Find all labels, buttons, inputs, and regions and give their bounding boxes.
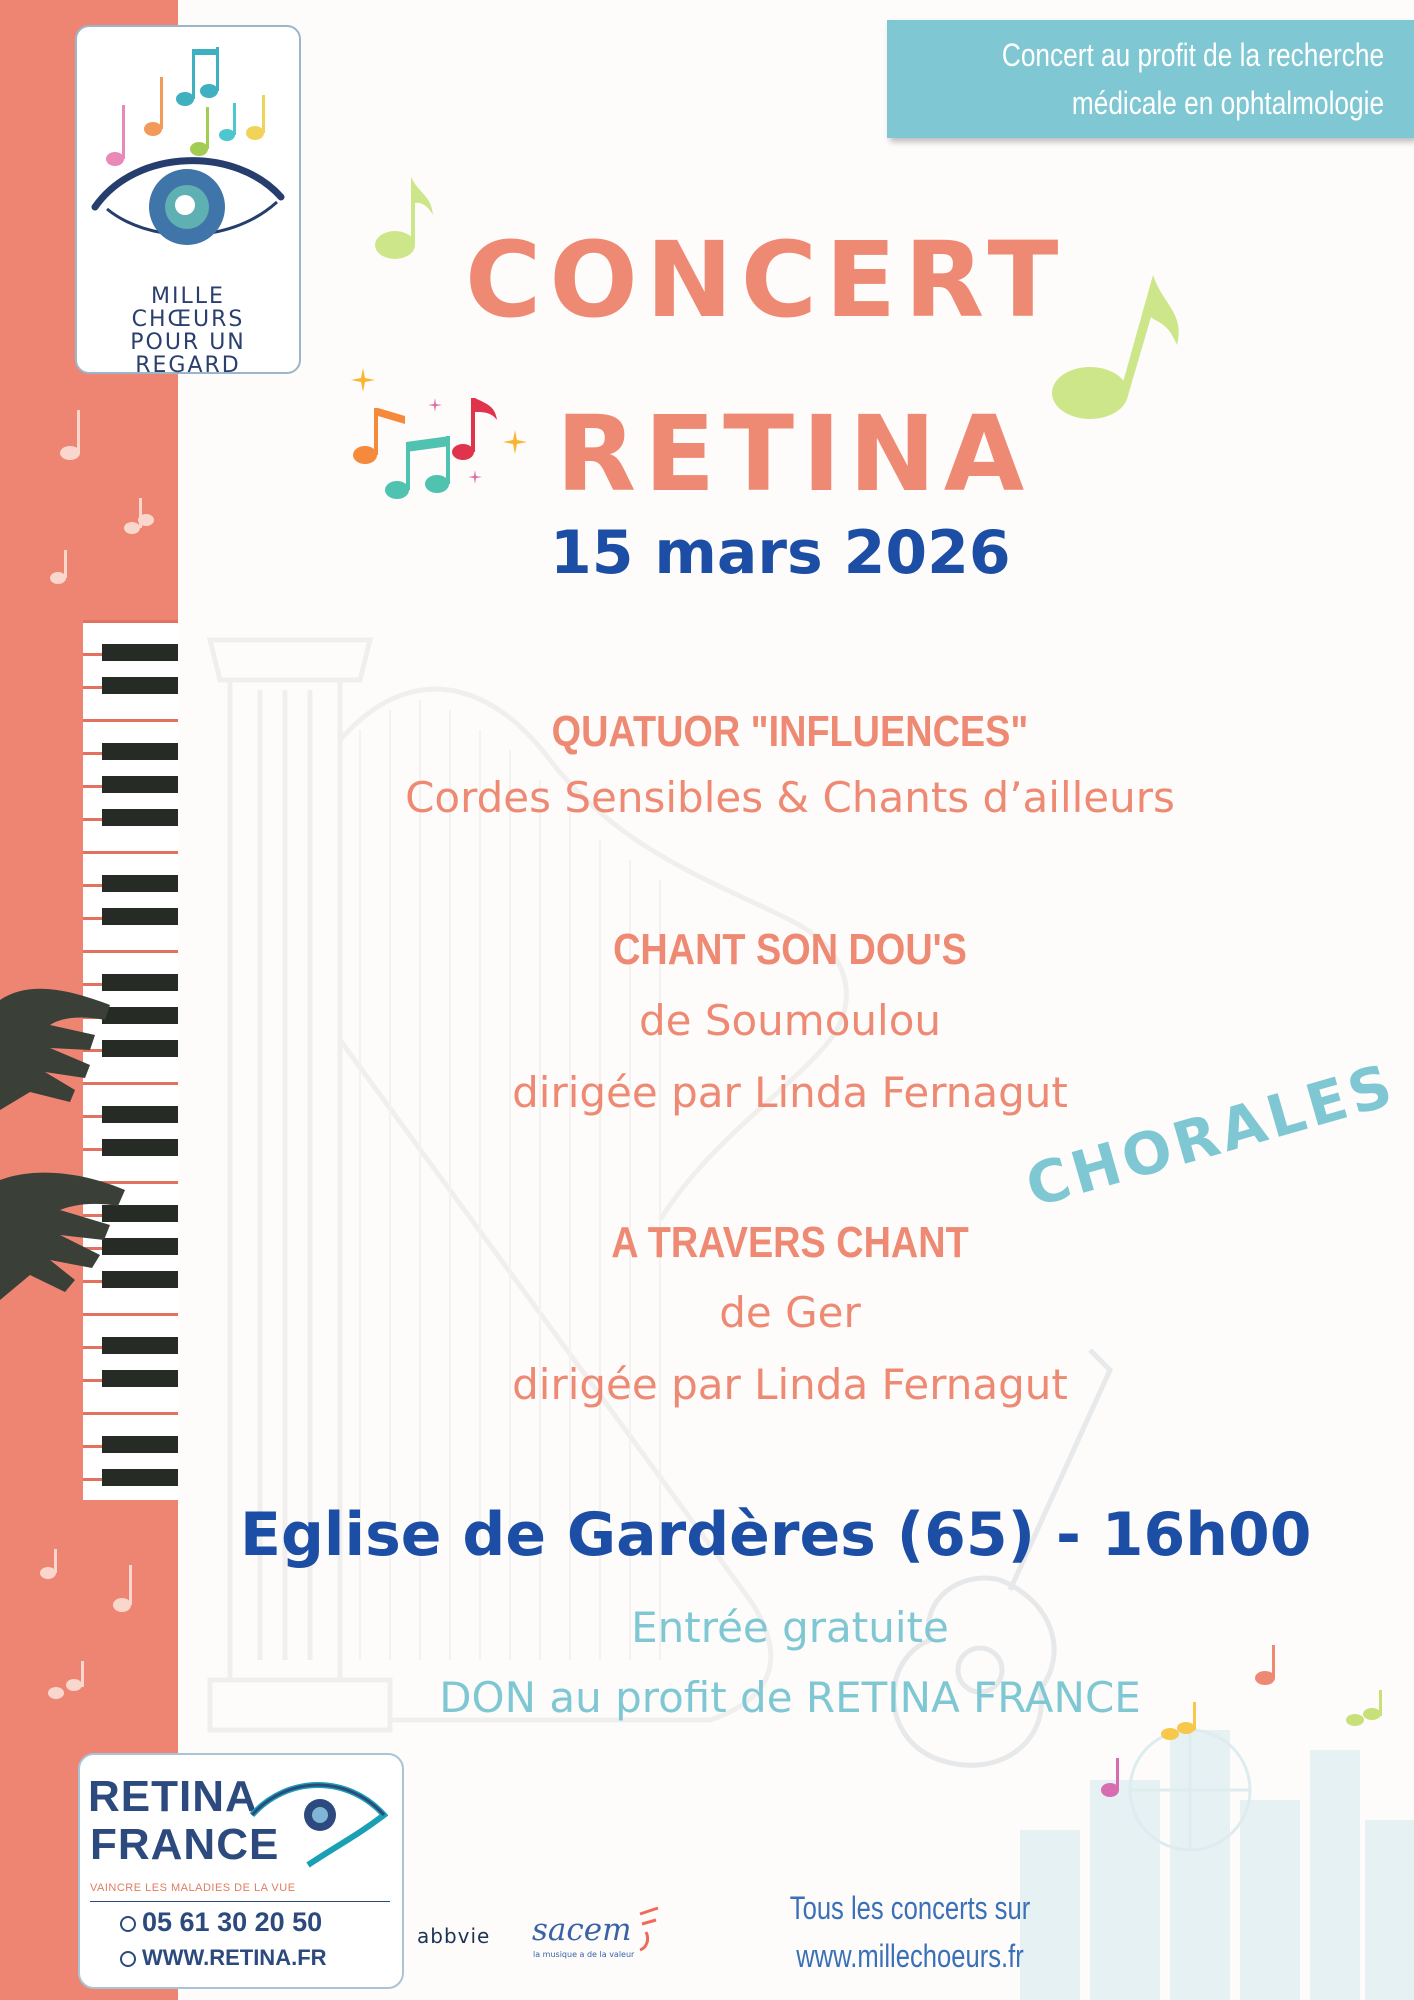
title-line-1: CONCERT [465, 219, 1067, 341]
globe-icon [120, 1951, 136, 1967]
piano-black-key [102, 677, 178, 694]
performer-detail: de Soumoulou [638, 996, 942, 1045]
piano-key-line [83, 620, 178, 623]
piano-key-line [83, 950, 178, 953]
colorful-music-notes-icon [345, 360, 535, 510]
retina-phone-number: 05 61 30 20 50 [142, 1907, 323, 1937]
logo-line: CHŒURS [131, 307, 245, 332]
piano-black-key [102, 875, 178, 892]
sacem-tagline: la musique a de la valeur [533, 1950, 635, 1959]
retina-phone [120, 1907, 322, 1938]
piano-black-key [102, 644, 178, 661]
piano-black-key [102, 908, 178, 925]
banner-line-1: Concert au profit de la recherche [1001, 37, 1384, 73]
retina-logo-word-1: RETINA [88, 1772, 258, 1821]
retina-eye-icon [248, 1775, 388, 1875]
performer-name: CHANT SON DOU'S [613, 925, 967, 974]
venue-and-time: Eglise de Gardères (65) - 16h00 [240, 1500, 1312, 1570]
sacem-sponsor-logo: sacem [532, 1912, 632, 1948]
footer-text: Tous les concerts sur [789, 1890, 1031, 1926]
purpose-banner [887, 20, 1414, 138]
colorful-notes-decoration [1100, 1640, 1400, 1810]
performer-detail: de Ger [719, 1288, 861, 1337]
piano-black-key [102, 1469, 178, 1486]
event-date: 15 mars 2026 [550, 518, 1011, 588]
retina-tagline: VAINCRE LES MALADIES DE LA VUE [90, 1882, 296, 1894]
mille-choeurs-logo [75, 25, 301, 378]
piano-key-line [83, 1412, 178, 1415]
piano-black-key [102, 776, 178, 793]
music-notes-decoration [40, 390, 160, 590]
piano-black-key [102, 743, 178, 760]
retina-france-logo [78, 1753, 404, 1989]
phone-icon [120, 1916, 136, 1932]
logo-text [77, 285, 299, 377]
logo-line: POUR UN [130, 330, 246, 355]
banner-text [1002, 31, 1384, 127]
music-notes-decoration-lower [30, 1545, 150, 1765]
entry-free-text: Entrée gratuite [631, 1603, 949, 1652]
retina-website-url: WWW.RETINA.FR [142, 1945, 327, 1970]
abbvie-sponsor-logo: abbvie [417, 1924, 491, 1948]
retina-website [120, 1945, 327, 1971]
piano-key-line [83, 851, 178, 854]
performer-detail: dirigée par Linda Fernagut [512, 1068, 1068, 1117]
chorales-label: CHORALES [1018, 1050, 1403, 1221]
retina-divider [90, 1901, 390, 1902]
footer-website: www.millechoeurs.fr [796, 1938, 1024, 1974]
green-music-note-icon [365, 165, 435, 265]
piano-black-key [102, 1436, 178, 1453]
sacem-mark-icon [636, 1904, 662, 1954]
donation-text: DON au profit de RETINA FRANCE [439, 1673, 1141, 1722]
title-line-2: RETINA [556, 393, 1033, 515]
piano-key-line [83, 719, 178, 722]
performer-name: QUATUOR "INFLUENCES" [551, 707, 1029, 756]
performer-detail: dirigée par Linda Fernagut [512, 1360, 1068, 1409]
performer-name: A TRAVERS CHANT [611, 1218, 969, 1267]
performer-detail: Cordes Sensibles & Chants d’ailleurs [405, 773, 1175, 822]
logo-line: REGARD [135, 353, 241, 378]
retina-logo-word-2: FRANCE [90, 1820, 280, 1869]
eye-with-notes-icon [77, 27, 299, 285]
piano-black-key [102, 809, 178, 826]
piano-black-key [102, 1370, 178, 1387]
logo-line: MILLE [151, 284, 225, 309]
banner-line-2: médicale en ophtalmologie [1071, 85, 1384, 121]
pianist-hands-silhouette [0, 980, 130, 1360]
